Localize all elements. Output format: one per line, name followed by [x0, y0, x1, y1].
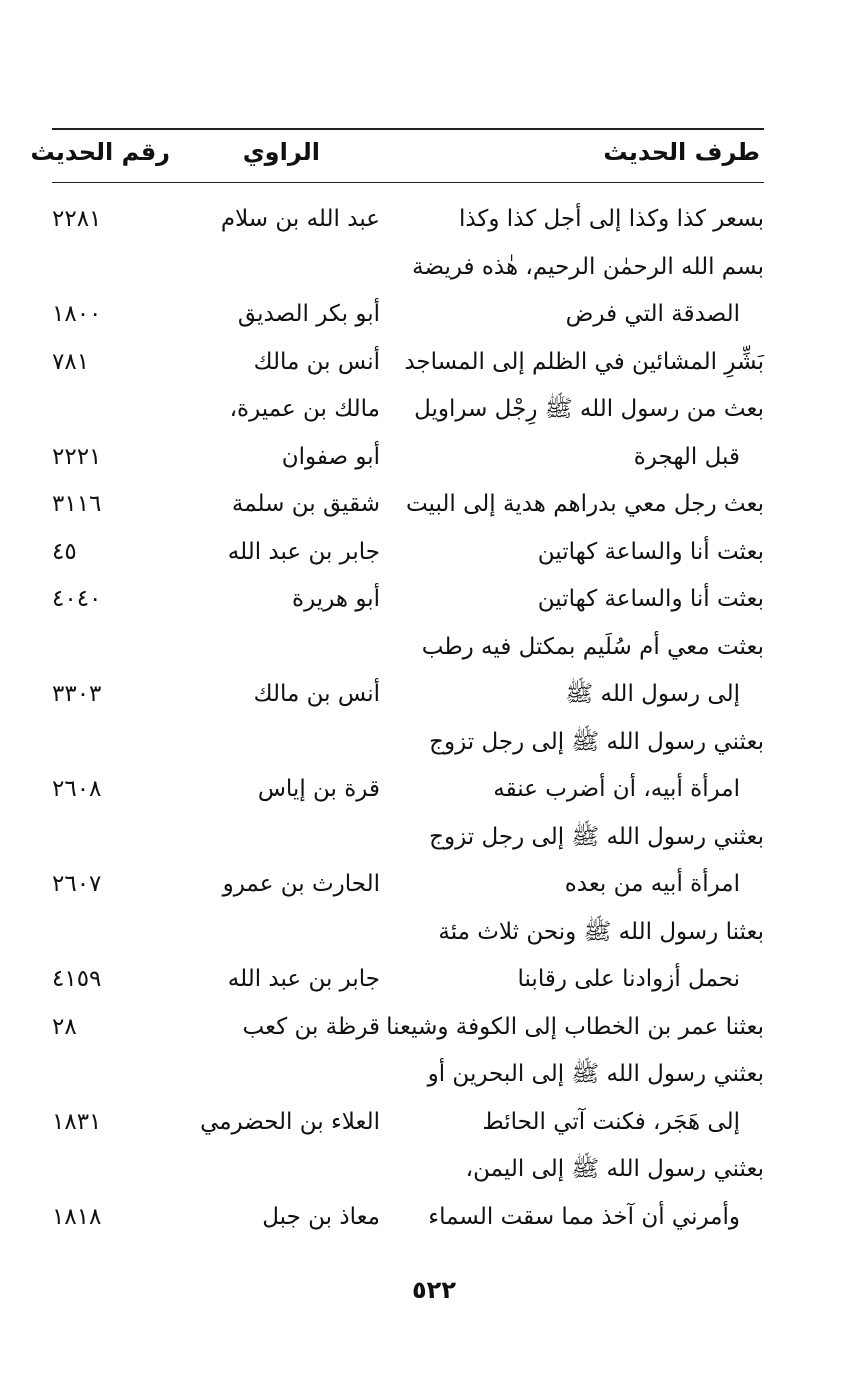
hadith-text: بعثنا رسول الله ﷺ ونحن ثلاث مئة [438, 918, 764, 945]
hadith-text: بعثت أنا والساعة كهاتين [537, 586, 764, 612]
narrator-name: الحارث بن عمرو [222, 871, 380, 897]
table-row [52, 624, 764, 672]
hadith-text: نحمل أزوادنا على رقابنا [517, 966, 740, 992]
hadith-text: قبل الهجرة [633, 443, 740, 470]
table-row [52, 671, 764, 719]
table-row [52, 909, 764, 957]
hadith-text: وأمرني أن آخذ مما سقت السماء [428, 1203, 740, 1230]
table-row [52, 719, 764, 767]
narrator-name: قرة بن إياس [257, 776, 380, 802]
hadith-text: بعثنا عمر بن الخطاب إلى الكوفة وشيعنا [386, 1013, 764, 1040]
hadith-text: بعثني رسول الله ﷺ إلى رجل تزوج [429, 728, 764, 755]
narrator-name: العلاء بن الحضرمي [200, 1108, 380, 1135]
number-column-header: رقم الحديث [30, 138, 170, 166]
narrator-name: أبو صفوان [281, 443, 380, 470]
hadith-text: إلى هَجَر، فكنت آتي الحائط [482, 1108, 740, 1135]
hadith-number: ٣١١٦ [52, 491, 102, 517]
hadith-text: امرأة أبيه من بعده [564, 871, 740, 897]
hadith-text: بعث من رسول الله ﷺ رِجْل سراويل [414, 396, 764, 422]
narrator-name: أنس بن مالك [253, 348, 380, 375]
table-row [52, 339, 764, 387]
index-table [52, 196, 764, 1241]
hadith-number: ٢٢٢١ [52, 443, 102, 470]
table-row [52, 1194, 764, 1242]
table-row [52, 291, 764, 339]
table-row [52, 529, 764, 577]
hadith-number: ١٨١٨ [52, 1203, 102, 1230]
hadith-number: ٤١٥٩ [52, 966, 102, 992]
narrator-name: أبو هريرة [292, 586, 380, 612]
hadith-text: بسعر كذا وكذا إلى أجل كذا وكذا [458, 206, 764, 232]
table-row [52, 1051, 764, 1099]
narrator-name: شقيق بن سلمة [231, 491, 380, 517]
narrator-name: أنس بن مالك [253, 681, 380, 707]
hadith-number: ١٨٣١ [52, 1108, 102, 1135]
table-row [52, 1004, 764, 1052]
hadith-number: ٢٨ [52, 1013, 77, 1040]
narrator-name: قرظة بن كعب [242, 1013, 380, 1040]
table-row [52, 1099, 764, 1147]
table-row [52, 481, 764, 529]
hadith-text: بعثني رسول الله ﷺ إلى رجل تزوج [429, 823, 764, 850]
table-row [52, 386, 764, 434]
hadith-number: ٧٨١ [52, 348, 90, 375]
table-row [52, 956, 764, 1004]
hadith-text: امرأة أبيه، أن أضرب عنقه [493, 776, 740, 802]
hadith-text: بعثت معي أم سُلَيم بمكتل فيه رطب [421, 633, 764, 660]
page-number: ٥٢٢ [412, 1276, 456, 1304]
hadith-text: بعثني رسول الله ﷺ إلى اليمن، [465, 1156, 764, 1182]
hadith-number: ٤٠٤٠ [52, 586, 102, 612]
hadith-number: ٢٦٠٧ [52, 871, 102, 897]
hadith-text: إلى رسول الله ﷺ [565, 681, 740, 707]
hadith-text: الصدقة التي فرض [565, 301, 740, 327]
hadith-text: بعث رجل معي بدراهم هدية إلى البيت [405, 491, 764, 517]
hadith-text: بعثني رسول الله ﷺ إلى البحرين أو [427, 1061, 764, 1087]
narrator-name: معاذ بن جبل [262, 1203, 380, 1230]
table-row [52, 861, 764, 909]
hadith-number: ١٨٠٠ [52, 301, 102, 327]
hadith-number: ٢٢٨١ [52, 206, 102, 232]
table-row [52, 766, 764, 814]
hadith-number: ٤٥ [52, 538, 77, 565]
narrator-name: عبد الله بن سلام [220, 206, 380, 232]
hadith-column-header: طرف الحديث [603, 138, 760, 166]
table-row [52, 576, 764, 624]
hadith-text: بسم الله الرحمٰن الرحيم، هٰذه فريضة [412, 253, 764, 280]
table-header [30, 128, 764, 183]
table-row [52, 196, 764, 244]
table-row [52, 814, 764, 862]
narrator-column-header: الراوي [242, 138, 320, 166]
hadith-text: بعثت أنا والساعة كهاتين [537, 538, 764, 565]
narrator-name: جابر بن عبد الله [227, 538, 380, 565]
narrator-name: مالك بن عميرة، [229, 396, 380, 422]
hadith-number: ٣٣٠٣ [52, 681, 102, 707]
narrator-name: جابر بن عبد الله [227, 966, 380, 992]
hadith-text: بَشِّرِ المشائين في الظلم إلى المساجد [404, 348, 764, 375]
table-row [52, 244, 764, 292]
hadith-number: ٢٦٠٨ [52, 776, 102, 802]
table-row [52, 434, 764, 482]
table-row [52, 1146, 764, 1194]
narrator-name: أبو بكر الصديق [237, 301, 380, 327]
